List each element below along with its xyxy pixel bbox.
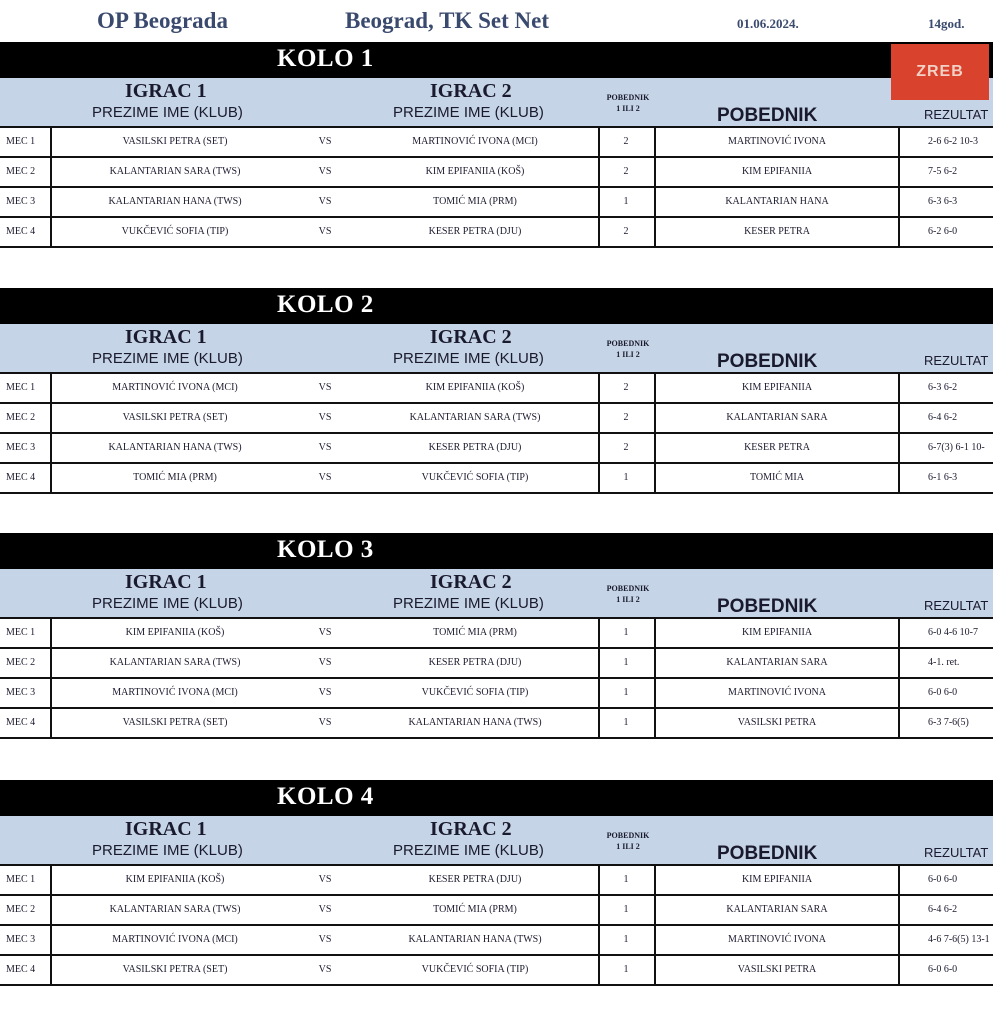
cell-border: [598, 374, 600, 402]
versus-label: VS: [318, 412, 332, 423]
player1-cell[interactable]: KALANTARIAN SARA (TWS): [109, 657, 241, 668]
cell-border: [50, 679, 52, 707]
cell-border: [50, 128, 52, 156]
player2-heading: IGRAC 2: [430, 818, 512, 840]
winner-choice-cell[interactable]: 2: [623, 226, 629, 237]
winner-cell: KALANTARIAN SARA: [726, 904, 828, 915]
match-row: [0, 709, 993, 739]
cell-border: [598, 434, 600, 462]
winner-heading: POBEDNIK: [717, 351, 818, 372]
match-row: [0, 926, 993, 956]
winner-cell: KIM EPIFANIIA: [741, 874, 813, 885]
cell-border: [50, 926, 52, 954]
versus-label: VS: [318, 136, 332, 147]
result-cell[interactable]: 6-3 6-2: [928, 382, 958, 393]
cell-border: [654, 619, 656, 647]
player1-cell[interactable]: KALANTARIAN HANA (TWS): [108, 196, 242, 207]
winner-heading: POBEDNIK: [717, 843, 818, 864]
round-title: KOLO 1: [277, 45, 374, 72]
cell-border: [898, 374, 900, 402]
winner-choice-line1: POBEDNIK: [606, 93, 650, 102]
match-number: MEC 4: [6, 717, 36, 728]
cell-border: [898, 956, 900, 984]
result-cell[interactable]: 4-1. ret.: [928, 657, 960, 668]
cell-border: [598, 679, 600, 707]
cell-border: [50, 896, 52, 924]
cell-border: [50, 374, 52, 402]
cell-border: [654, 374, 656, 402]
result-cell[interactable]: 6-0 6-0: [928, 964, 958, 975]
age-group: 14god.: [928, 16, 965, 31]
result-cell[interactable]: 6-3 7-6(5): [928, 717, 969, 728]
cell-border: [50, 709, 52, 737]
player1-cell[interactable]: MARTINOVIĆ IVONA (MCI): [112, 934, 238, 945]
match-row: [0, 956, 993, 986]
result-heading: REZULTAT: [924, 598, 989, 613]
cell-border: [50, 464, 52, 492]
result-cell[interactable]: 6-4 6-2: [928, 904, 958, 915]
cell-border: [50, 649, 52, 677]
match-number: MEC 4: [6, 226, 36, 237]
player2-cell[interactable]: TOMIĆ MIA (PRM): [433, 196, 517, 207]
result-heading: REZULTAT: [924, 107, 989, 122]
player1-cell[interactable]: VUKČEVIĆ SOFIA (TIP): [121, 226, 229, 237]
winner-choice-cell[interactable]: 1: [623, 904, 629, 915]
versus-label: VS: [318, 627, 332, 638]
round-block: [0, 42, 993, 260]
winner-cell: VASILSKI PETRA: [737, 717, 817, 728]
winner-choice-cell[interactable]: 1: [623, 964, 629, 975]
cell-border: [598, 866, 600, 894]
winner-choice-cell[interactable]: 1: [623, 934, 629, 945]
versus-label: VS: [318, 472, 332, 483]
cell-border: [898, 649, 900, 677]
round-bar: [0, 42, 993, 78]
winner-choice-line1: POBEDNIK: [606, 339, 650, 348]
event-date: 01.06.2024.: [737, 16, 799, 31]
winner-choice-heading: [600, 583, 656, 605]
winner-choice-cell[interactable]: 2: [623, 442, 629, 453]
name-format-1: PREZIME IME (KLUB): [92, 350, 243, 367]
player1-cell[interactable]: KIM EPIFANIIA (KOŠ): [125, 874, 225, 885]
winner-choice-heading: [600, 830, 656, 852]
match-number: MEC 3: [6, 934, 36, 945]
player2-cell[interactable]: KESER PETRA (DJU): [428, 874, 522, 885]
versus-label: VS: [318, 934, 332, 945]
versus-label: VS: [318, 904, 332, 915]
tournament-title: OP Beograda: [97, 8, 228, 33]
round-bar: [0, 533, 993, 569]
cell-border: [598, 649, 600, 677]
result-cell[interactable]: 4-6 7-6(5) 13-1: [928, 934, 990, 945]
winner-choice-cell[interactable]: 1: [623, 717, 629, 728]
result-cell[interactable]: 6-7(3) 6-1 10-: [928, 442, 985, 453]
cell-border: [50, 188, 52, 216]
cell-border: [654, 709, 656, 737]
winner-cell: KIM EPIFANIIA: [741, 627, 813, 638]
winner-choice-cell[interactable]: 2: [623, 136, 629, 147]
match-number: MEC 3: [6, 687, 36, 698]
cell-border: [50, 158, 52, 186]
cell-border: [654, 649, 656, 677]
match-number: MEC 2: [6, 412, 36, 423]
winner-choice-line2: 1 ILI 2: [616, 595, 640, 604]
winner-cell: VASILSKI PETRA: [737, 964, 817, 975]
match-row: [0, 464, 993, 494]
winner-choice-cell[interactable]: 1: [623, 874, 629, 885]
match-row: [0, 896, 993, 926]
cell-border: [898, 896, 900, 924]
column-header: [0, 816, 993, 864]
player1-cell[interactable]: TOMIĆ MIA (PRM): [133, 472, 217, 483]
match-number: MEC 4: [6, 964, 36, 975]
versus-label: VS: [318, 717, 332, 728]
result-cell[interactable]: 6-0 4-6 10-7: [928, 627, 978, 638]
match-number: MEC 3: [6, 442, 36, 453]
versus-label: VS: [318, 226, 332, 237]
winner-choice-cell[interactable]: 1: [623, 657, 629, 668]
winner-choice-line1: POBEDNIK: [606, 584, 650, 593]
player2-heading: IGRAC 2: [430, 80, 512, 102]
player2-cell[interactable]: KESER PETRA (DJU): [428, 657, 522, 668]
player1-cell[interactable]: VASILSKI PETRA (SET): [122, 717, 228, 728]
winner-choice-cell[interactable]: 2: [623, 412, 629, 423]
winner-cell: MARTINOVIĆ IVONA: [727, 687, 826, 698]
winner-choice-cell[interactable]: 2: [623, 166, 629, 177]
match-number: MEC 1: [6, 382, 36, 393]
match-number: MEC 4: [6, 472, 36, 483]
player1-heading: IGRAC 1: [125, 326, 207, 348]
cell-border: [50, 404, 52, 432]
result-cell[interactable]: 6-1 6-3: [928, 472, 958, 483]
cell-border: [898, 218, 900, 246]
result-cell[interactable]: 6-0 6-0: [928, 687, 958, 698]
cell-border: [898, 404, 900, 432]
versus-label: VS: [318, 874, 332, 885]
winner-choice-line2: 1 ILI 2: [616, 350, 640, 359]
player1-heading: IGRAC 1: [125, 818, 207, 840]
result-cell[interactable]: 6-4 6-2: [928, 412, 958, 423]
cell-border: [654, 896, 656, 924]
player2-cell[interactable]: KESER PETRA (DJU): [428, 226, 522, 237]
winner-choice-cell[interactable]: 1: [623, 687, 629, 698]
player2-cell[interactable]: VUKČEVIĆ SOFIA (TIP): [421, 687, 529, 698]
cell-border: [898, 434, 900, 462]
versus-label: VS: [318, 442, 332, 453]
player2-heading: IGRAC 2: [430, 326, 512, 348]
result-cell[interactable]: 7-5 6-2: [928, 166, 958, 177]
winner-choice-cell[interactable]: 1: [623, 196, 629, 207]
cell-border: [898, 619, 900, 647]
winner-cell: KALANTARIAN SARA: [726, 657, 828, 668]
player1-heading: IGRAC 1: [125, 80, 207, 102]
cell-border: [654, 158, 656, 186]
winner-cell: KALANTARIAN SARA: [726, 412, 828, 423]
winner-cell: KESER PETRA: [744, 226, 810, 237]
player2-cell[interactable]: KALANTARIAN HANA (TWS): [408, 934, 542, 945]
cell-border: [598, 218, 600, 246]
cell-border: [898, 188, 900, 216]
match-row: [0, 619, 993, 649]
cell-border: [50, 619, 52, 647]
player1-cell[interactable]: MARTINOVIĆ IVONA (MCI): [112, 382, 238, 393]
cell-border: [654, 188, 656, 216]
winner-cell: TOMIĆ MIA: [750, 472, 804, 483]
winner-heading: POBEDNIK: [717, 596, 818, 617]
cell-border: [598, 619, 600, 647]
round-block: [0, 288, 993, 506]
name-format-1: PREZIME IME (KLUB): [92, 842, 243, 859]
round-title: KOLO 2: [277, 291, 374, 318]
cell-border: [598, 956, 600, 984]
player1-cell[interactable]: KALANTARIAN SARA (TWS): [109, 166, 241, 177]
match-number: MEC 1: [6, 874, 36, 885]
player2-cell[interactable]: VUKČEVIĆ SOFIA (TIP): [421, 964, 529, 975]
match-row: [0, 128, 993, 158]
winner-cell: KIM EPIFANIIA: [741, 166, 813, 177]
cell-border: [898, 866, 900, 894]
winner-choice-cell[interactable]: 1: [623, 472, 629, 483]
player2-cell[interactable]: KALANTARIAN HANA (TWS): [408, 717, 542, 728]
cell-border: [654, 956, 656, 984]
player2-cell[interactable]: TOMIĆ MIA (PRM): [433, 627, 517, 638]
player2-cell[interactable]: MARTINOVIĆ IVONA (MCI): [412, 136, 538, 147]
player1-cell[interactable]: MARTINOVIĆ IVONA (MCI): [112, 687, 238, 698]
winner-choice-cell[interactable]: 2: [623, 382, 629, 393]
winner-choice-heading: [600, 338, 656, 360]
cell-border: [598, 158, 600, 186]
round-bar: [0, 780, 993, 816]
winner-cell: MARTINOVIĆ IVONA: [727, 934, 826, 945]
cell-border: [654, 218, 656, 246]
cell-border: [898, 926, 900, 954]
player2-cell[interactable]: TOMIĆ MIA (PRM): [433, 904, 517, 915]
result-heading: REZULTAT: [924, 845, 989, 860]
match-row: [0, 158, 993, 188]
player2-cell[interactable]: VUKČEVIĆ SOFIA (TIP): [421, 472, 529, 483]
column-header: [0, 569, 993, 617]
versus-label: VS: [318, 657, 332, 668]
player1-cell[interactable]: KIM EPIFANIIA (KOŠ): [125, 627, 225, 638]
cell-border: [50, 434, 52, 462]
player2-cell[interactable]: KIM EPIFANIIA (KOŠ): [425, 166, 525, 177]
round-block: [0, 533, 993, 751]
match-row: [0, 404, 993, 434]
cell-border: [898, 158, 900, 186]
winner-cell: KIM EPIFANIIA: [741, 382, 813, 393]
cell-border: [598, 404, 600, 432]
cell-border: [598, 896, 600, 924]
name-format-2: PREZIME IME (KLUB): [393, 842, 544, 859]
winner-choice-cell[interactable]: 1: [623, 627, 629, 638]
match-number: MEC 2: [6, 904, 36, 915]
versus-label: VS: [318, 166, 332, 177]
winner-choice-heading: [600, 92, 656, 114]
match-row: [0, 866, 993, 896]
cell-border: [898, 679, 900, 707]
match-row: [0, 434, 993, 464]
result-cell[interactable]: 2-6 6-2 10-3: [928, 136, 978, 147]
round-title: KOLO 4: [277, 783, 374, 810]
player1-cell[interactable]: KALANTARIAN HANA (TWS): [108, 442, 242, 453]
cell-border: [898, 464, 900, 492]
cell-border: [898, 709, 900, 737]
result-cell[interactable]: 6-2 6-0: [928, 226, 958, 237]
winner-choice-line2: 1 ILI 2: [616, 104, 640, 113]
match-number: MEC 2: [6, 657, 36, 668]
match-row: [0, 679, 993, 709]
match-row: [0, 649, 993, 679]
result-heading: REZULTAT: [924, 353, 989, 368]
cell-border: [50, 956, 52, 984]
venue-title: Beograd, TK Set Net: [345, 8, 550, 33]
player2-cell[interactable]: KIM EPIFANIIA (KOŠ): [425, 382, 525, 393]
player2-heading: IGRAC 2: [430, 571, 512, 593]
result-cell[interactable]: 6-3 6-3: [928, 196, 958, 207]
player1-heading: IGRAC 1: [125, 571, 207, 593]
name-format-2: PREZIME IME (KLUB): [393, 350, 544, 367]
round-block: [0, 780, 993, 998]
versus-label: VS: [318, 196, 332, 207]
cell-border: [654, 128, 656, 156]
player1-cell[interactable]: VASILSKI PETRA (SET): [122, 412, 228, 423]
match-row: [0, 188, 993, 218]
cell-border: [598, 926, 600, 954]
winner-cell: MARTINOVIĆ IVONA: [727, 136, 826, 147]
name-format-1: PREZIME IME (KLUB): [92, 104, 243, 121]
cell-border: [654, 434, 656, 462]
match-row: [0, 374, 993, 404]
cell-border: [598, 709, 600, 737]
cell-border: [654, 679, 656, 707]
column-header: [0, 78, 993, 126]
name-format-2: PREZIME IME (KLUB): [393, 595, 544, 612]
document-header: [0, 0, 993, 42]
cell-border: [50, 866, 52, 894]
player2-cell[interactable]: KESER PETRA (DJU): [428, 442, 522, 453]
name-format-2: PREZIME IME (KLUB): [393, 104, 544, 121]
winner-choice-line2: 1 ILI 2: [616, 842, 640, 851]
winner-cell: KESER PETRA: [744, 442, 810, 453]
player2-cell[interactable]: KALANTARIAN SARA (TWS): [409, 412, 541, 423]
cell-border: [598, 128, 600, 156]
match-number: MEC 2: [6, 166, 36, 177]
match-row: [0, 218, 993, 248]
result-cell[interactable]: 6-0 6-0: [928, 874, 958, 885]
round-bar: [0, 288, 993, 324]
zreb-button[interactable]: ZREB: [891, 44, 989, 100]
cell-border: [50, 218, 52, 246]
match-number: MEC 3: [6, 196, 36, 207]
player1-cell[interactable]: VASILSKI PETRA (SET): [122, 136, 228, 147]
cell-border: [598, 464, 600, 492]
winner-heading: POBEDNIK: [717, 105, 818, 126]
versus-label: VS: [318, 964, 332, 975]
cell-border: [654, 926, 656, 954]
column-header: [0, 324, 993, 372]
name-format-1: PREZIME IME (KLUB): [92, 595, 243, 612]
round-title: KOLO 3: [277, 536, 374, 563]
match-number: MEC 1: [6, 136, 36, 147]
versus-label: VS: [318, 382, 332, 393]
cell-border: [898, 128, 900, 156]
cell-border: [654, 866, 656, 894]
cell-border: [598, 188, 600, 216]
winner-cell: KALANTARIAN HANA: [725, 196, 829, 207]
player1-cell[interactable]: KALANTARIAN SARA (TWS): [109, 904, 241, 915]
winner-choice-line1: POBEDNIK: [606, 831, 650, 840]
match-number: MEC 1: [6, 627, 36, 638]
versus-label: VS: [318, 687, 332, 698]
cell-border: [654, 464, 656, 492]
cell-border: [654, 404, 656, 432]
player1-cell[interactable]: VASILSKI PETRA (SET): [122, 964, 228, 975]
